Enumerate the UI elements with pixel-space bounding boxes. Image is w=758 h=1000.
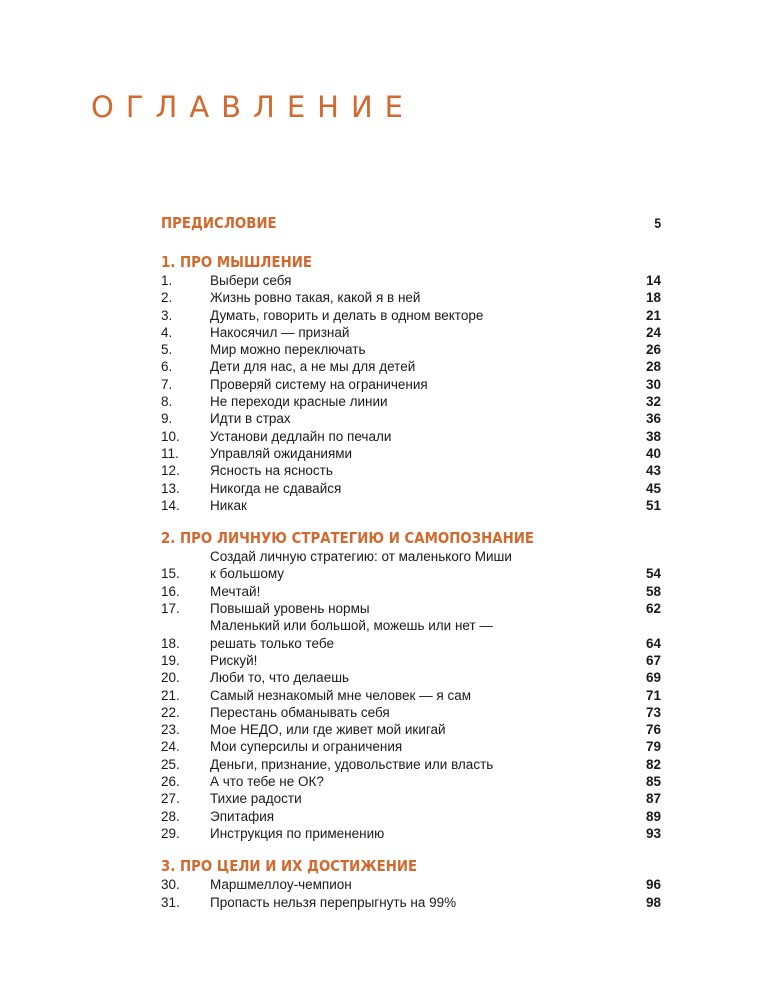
- preface-label: ПРЕДИСЛОВИЕ: [161, 214, 277, 232]
- toc-entry[interactable]: [161, 272, 661, 289]
- entry-title: [210, 756, 621, 773]
- section-1-entries: [161, 272, 661, 514]
- entry-title-line: Накосячил — признай: [210, 324, 350, 340]
- entry-title-line: Создай личную стратегию: от маленького Миши: [210, 549, 512, 565]
- toc-entry[interactable]: [161, 825, 661, 842]
- entry-page-number: 45: [645, 480, 661, 496]
- entry-page-number: 14: [645, 273, 661, 288]
- entry-title-line: Выбери себя: [210, 273, 292, 288]
- entry-title-line: Деньги, признание, удовольствие или власть: [210, 756, 494, 772]
- entry-title: [210, 738, 621, 755]
- section-heading-label: 3. ПРО ЦЕЛИ И ИХ ДОСТИЖЕНИЕ: [161, 857, 418, 876]
- entry-title: [210, 704, 621, 721]
- entry-page-number: 71: [645, 687, 661, 703]
- entry-number: 11.: [161, 445, 179, 461]
- toc-entry[interactable]: [161, 790, 661, 807]
- toc-entry[interactable]: [161, 428, 661, 445]
- entry-page-number: 43: [645, 463, 661, 479]
- entry-number: 6.: [161, 359, 173, 375]
- entry-page-number: 54: [645, 566, 661, 582]
- entry-title-line: Не переходи красные линии: [210, 394, 388, 410]
- toc-entry[interactable]: [161, 445, 661, 462]
- entry-page-number: 62: [645, 601, 661, 617]
- toc-entry[interactable]: [161, 894, 661, 911]
- toc-entry[interactable]: [161, 756, 661, 773]
- entry-page-number: 36: [645, 411, 661, 427]
- entry-title: [210, 393, 621, 410]
- toc-entry[interactable]: [161, 721, 661, 738]
- entry-number: 1.: [161, 273, 173, 288]
- section-heading-2[interactable]: [161, 528, 661, 548]
- toc-entry[interactable]: [161, 393, 661, 410]
- entry-number: 9.: [161, 411, 173, 427]
- entry-title: [210, 583, 621, 600]
- entry-title: [210, 790, 621, 807]
- entry-number: 13.: [161, 480, 180, 496]
- toc-entry[interactable]: [161, 376, 661, 393]
- entry-number: 7.: [161, 376, 173, 392]
- entry-title: [210, 876, 621, 893]
- entry-title-line: к большому: [210, 566, 285, 582]
- entry-page-number: 64: [645, 635, 661, 651]
- toc-entry[interactable]: [161, 617, 661, 652]
- entry-title: [210, 548, 621, 583]
- entry-title-line: Дети для нас, а не мы для детей: [210, 359, 416, 375]
- toc-entry[interactable]: [161, 307, 661, 324]
- toc-entry[interactable]: [161, 669, 661, 686]
- toc-entry[interactable]: [161, 410, 661, 427]
- entry-title: [210, 358, 621, 375]
- entry-title-line: Ясность на ясность: [210, 463, 333, 479]
- entry-title: [210, 341, 621, 358]
- entry-page-number: 76: [645, 722, 661, 738]
- entry-title: [210, 428, 621, 445]
- entry-number: 23.: [161, 722, 180, 738]
- entry-number: 26.: [161, 774, 180, 790]
- entry-title: [210, 721, 621, 738]
- entry-number: 15.: [161, 566, 180, 582]
- entry-page-number: 87: [645, 791, 661, 807]
- entry-title-line: Самый незнакомый мне человек — я сам: [210, 687, 472, 703]
- entry-page-number: 32: [645, 394, 661, 410]
- toc-entry[interactable]: [161, 497, 661, 514]
- entry-title: [210, 808, 621, 825]
- entry-title: [210, 652, 621, 669]
- entry-title: [210, 825, 621, 842]
- entry-number: 19.: [161, 652, 180, 668]
- entry-number: 5.: [161, 342, 173, 358]
- toc-entry[interactable]: [161, 876, 661, 893]
- entry-title-line: Никогда не сдавайся: [210, 480, 342, 496]
- table-of-contents: [161, 213, 661, 911]
- entry-page-number: 51: [645, 497, 661, 513]
- toc-entry[interactable]: [161, 462, 661, 479]
- entry-title-line: Управляй ожиданиями: [210, 445, 353, 461]
- toc-entry[interactable]: [161, 773, 661, 790]
- entry-page-number: 96: [645, 877, 661, 893]
- toc-entry[interactable]: [161, 289, 661, 306]
- toc-entry[interactable]: [161, 324, 661, 341]
- entry-page-number: 85: [645, 774, 661, 790]
- toc-entry[interactable]: [161, 548, 661, 583]
- toc-entry[interactable]: [161, 704, 661, 721]
- toc-entry[interactable]: [161, 738, 661, 755]
- entry-page-number: 40: [645, 445, 661, 461]
- entry-number: 14.: [161, 497, 180, 513]
- entry-title: [210, 307, 621, 324]
- entry-number: 16.: [161, 583, 180, 599]
- entry-title: [210, 410, 621, 427]
- entry-title: [210, 462, 621, 479]
- entry-number: 4.: [161, 324, 173, 340]
- entry-title-line: Идти в страх: [210, 411, 291, 427]
- entry-page-number: 93: [645, 825, 661, 841]
- entry-title-line: А что тебе не ОК?: [210, 774, 324, 790]
- section-2-entries: [161, 548, 661, 842]
- entry-page-number: 58: [645, 583, 661, 599]
- section-heading-label: 1. ПРО МЫШЛЕНИЕ: [161, 253, 313, 271]
- entry-title-line: решать только тебе: [210, 635, 334, 651]
- entry-title-line: Инструкция по применению: [210, 825, 385, 841]
- entry-page-number: 82: [645, 756, 661, 772]
- entry-title-line: Маршмеллоу-чемпион: [210, 877, 352, 893]
- entry-page-number: 21: [645, 307, 661, 323]
- entry-number: 17.: [161, 601, 180, 617]
- entry-number: 31.: [161, 894, 180, 910]
- entry-title-line: Перестань обманывать себя: [210, 704, 390, 720]
- entry-page-number: 79: [645, 739, 661, 755]
- entry-number: 12.: [161, 463, 180, 479]
- entry-title-line: Мир можно переключать: [210, 342, 366, 358]
- toc-entry[interactable]: [161, 600, 661, 617]
- entry-title-line: Проверяй систему на ограничения: [210, 376, 428, 392]
- toc-entry[interactable]: [161, 652, 661, 669]
- entry-title: [210, 894, 621, 911]
- entry-title-line: Эпитафия: [210, 808, 275, 824]
- toc-preface[interactable]: [161, 213, 661, 233]
- entry-page-number: 89: [645, 808, 661, 824]
- entry-page-number: 98: [645, 894, 661, 910]
- entry-title-line: Мои суперсилы и ограничения: [210, 739, 403, 755]
- entry-number: 2.: [161, 290, 173, 306]
- section-3-entries: [161, 876, 661, 911]
- section-heading-3[interactable]: [161, 856, 661, 876]
- entry-title-line: Повышай уровень нормы: [210, 601, 370, 617]
- entry-title: [210, 445, 621, 462]
- page-title: ОГЛАВЛЕНИЕ: [91, 90, 416, 124]
- entry-number: 18.: [161, 635, 180, 651]
- entry-number: 22.: [161, 704, 180, 720]
- entry-number: 27.: [161, 791, 180, 807]
- preface-page: 5: [654, 215, 662, 231]
- entry-title: [210, 600, 621, 617]
- entry-title: [210, 289, 621, 306]
- entry-page-number: 26: [645, 342, 661, 358]
- toc-entry[interactable]: [161, 480, 661, 497]
- entry-page-number: 30: [645, 376, 661, 392]
- entry-title-line: Рискуй!: [210, 652, 258, 668]
- entry-title-line: Никак: [210, 497, 247, 513]
- entry-title-line: Маленький или большой, можешь или нет —: [210, 618, 493, 634]
- toc-entry[interactable]: [161, 583, 661, 600]
- entry-title: [210, 497, 621, 514]
- entry-title: [210, 617, 621, 652]
- entry-number: 29.: [161, 825, 180, 841]
- entry-title: [210, 773, 621, 790]
- entry-title: [210, 272, 621, 289]
- entry-title: [210, 480, 621, 497]
- entry-number: 10.: [161, 428, 180, 444]
- entry-number: 28.: [161, 808, 180, 824]
- entry-title: [210, 669, 621, 686]
- toc-entry[interactable]: [161, 341, 661, 358]
- entry-number: 3.: [161, 307, 173, 323]
- entry-title: [210, 687, 621, 704]
- entry-title-line: Люби то, что делаешь: [210, 670, 350, 686]
- toc-entry[interactable]: [161, 808, 661, 825]
- entry-number: 20.: [161, 670, 180, 686]
- entry-title-line: Установи дедлайн по печали: [210, 428, 392, 444]
- entry-title-line: Думать, говорить и делать в одном векторе: [210, 307, 484, 323]
- entry-page-number: 69: [645, 670, 661, 686]
- entry-title-line: Жизнь ровно такая, какой я в ней: [210, 290, 421, 306]
- entry-number: 21.: [161, 687, 180, 703]
- entry-number: 8.: [161, 394, 173, 410]
- entry-title-line: Пропасть нельзя перепрыгнуть на 99%: [210, 894, 457, 910]
- entry-page-number: 67: [645, 652, 661, 668]
- entry-number: 30.: [161, 877, 180, 893]
- entry-number: 24.: [161, 739, 180, 755]
- entry-number: 25.: [161, 756, 180, 772]
- entry-page-number: 73: [645, 704, 661, 720]
- entry-page-number: 28: [645, 359, 661, 375]
- section-heading-1[interactable]: [161, 252, 661, 272]
- entry-title: [210, 324, 621, 341]
- entry-title: [210, 376, 621, 393]
- entry-title-line: Мое НЕДО, или где живет мой икигай: [210, 722, 446, 738]
- entry-page-number: 24: [645, 324, 661, 340]
- entry-title-line: Тихие радости: [210, 791, 302, 807]
- section-heading-label: 2. ПРО ЛИЧНУЮ СТРАТЕГИЮ И САМОПОЗНАНИЕ: [161, 529, 535, 548]
- toc-entry[interactable]: [161, 687, 661, 704]
- toc-entry[interactable]: [161, 358, 661, 375]
- entry-page-number: 38: [645, 428, 661, 444]
- entry-title-line: Мечтай!: [210, 583, 261, 599]
- entry-page-number: 18: [645, 290, 661, 306]
